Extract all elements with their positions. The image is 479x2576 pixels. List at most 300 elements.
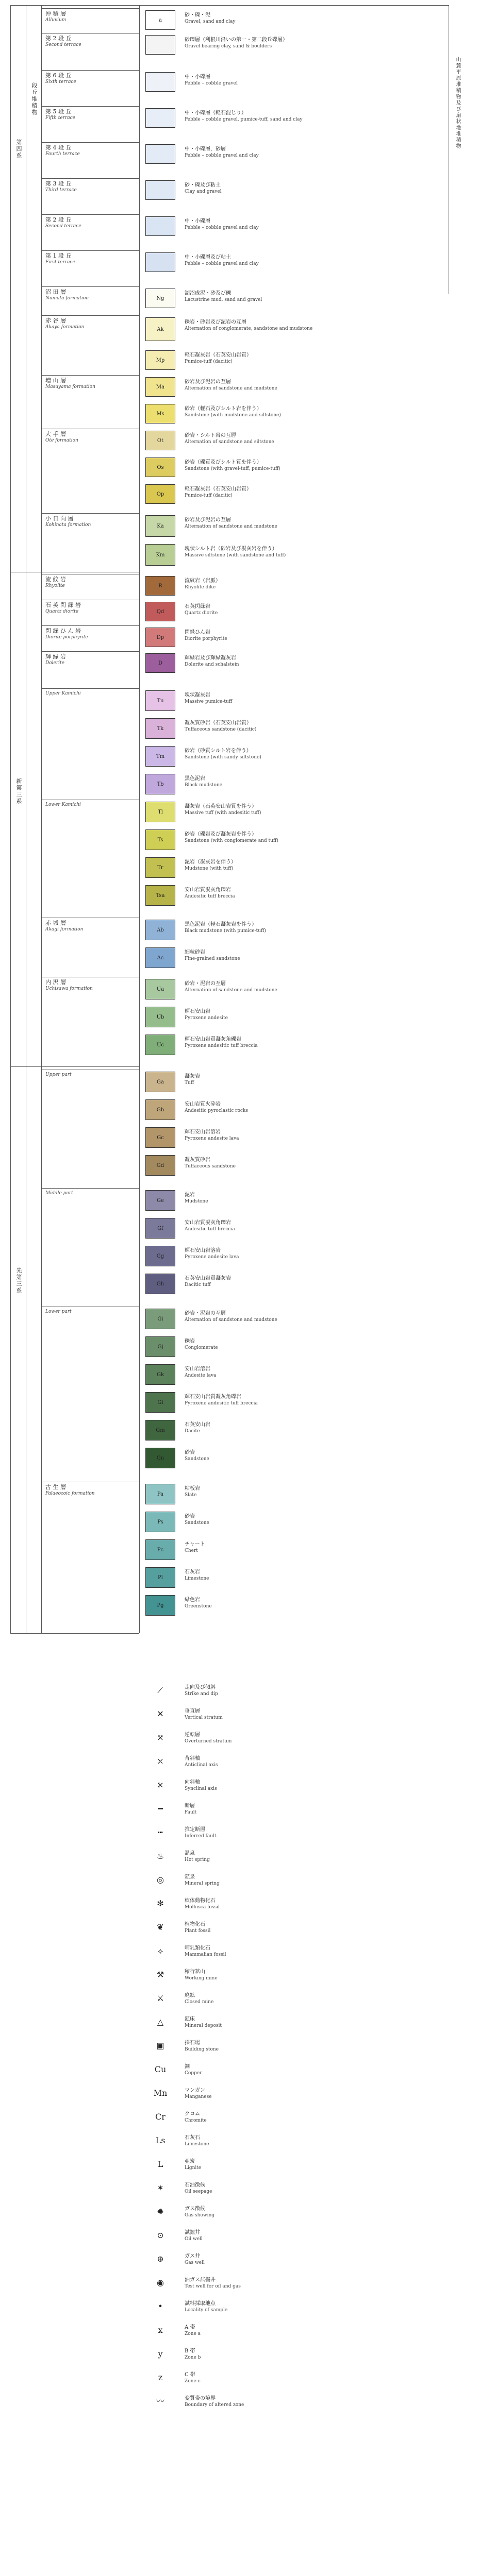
map-symbol-label — [185, 2111, 207, 2124]
unit-description — [185, 1129, 401, 1142]
unit-description — [185, 1450, 401, 1462]
map-symbol-jp: 石油徴候 — [185, 2182, 205, 2188]
unit-name-jp: 第 6 段 丘 — [45, 72, 72, 79]
unit-description — [185, 578, 401, 590]
unit-desc-jp: 凝灰質砂岩（石英安山岩質） — [185, 720, 252, 726]
unit-swatch: Tb — [145, 774, 175, 794]
unit-description — [185, 1009, 401, 1021]
unit-name-jp: 大 手 層 — [45, 431, 66, 437]
map-symbol-jp: 背斜軸 — [185, 1756, 200, 1761]
unit-name-jp: 沖 積 層 — [45, 10, 66, 17]
unit-swatch: Gb — [145, 1099, 175, 1120]
map-symbol-icon: ✕ — [157, 1709, 164, 1719]
unit-desc-jp: 安山岩溶岩 — [185, 1366, 210, 1372]
unit-desc-en: Tuffaceous sandstone (dacitic) — [185, 727, 257, 732]
unit-desc-jp: 砂岩 — [185, 1514, 195, 1519]
unit-desc-jp: 礫岩 — [185, 1338, 195, 1344]
unit-separator — [41, 315, 139, 316]
unit-desc-en: Pebble – cobble gravel and clay — [185, 153, 259, 158]
unit-name — [45, 653, 136, 667]
unit-swatch: Tsa — [145, 885, 175, 906]
unit-name-jp: 古 生 層 — [45, 1484, 66, 1490]
unit-description — [185, 1394, 401, 1406]
unit-name-en: Second terrace — [45, 224, 81, 229]
unit-desc-jp: 安山岩質凝灰角礫岩 — [185, 1220, 231, 1226]
unit-desc-en: Dolerite and schalstein — [185, 662, 239, 667]
unit-swatch: Ua — [145, 979, 175, 999]
map-symbol-jp: 試掘井 — [185, 2230, 200, 2235]
unit-desc-jp: 砂岩（礫岩及び凝灰岩を伴う） — [185, 832, 257, 837]
unit-swatch: Tu — [145, 690, 175, 711]
unit-name — [45, 72, 136, 86]
map-symbol-jp: 鉱泉 — [185, 1874, 195, 1880]
unit-separator — [41, 8, 139, 9]
unit-swatch: Ka — [145, 515, 175, 537]
unit-description — [185, 255, 401, 267]
unit-desc-jp: 軽石凝灰岩（石英安山岩質） — [185, 486, 252, 492]
unit-name-jp: 輝 緑 岩 — [45, 653, 66, 660]
unit-name — [45, 1190, 136, 1197]
unit-swatch: Op — [145, 484, 175, 504]
unit-desc-jp: 泥岩 — [185, 1192, 195, 1198]
map-symbol-jp: 変質帯の境界 — [185, 2396, 216, 2401]
unit-description — [185, 146, 401, 159]
map-symbol-en: Lignite — [185, 2165, 202, 2171]
unit-swatch — [145, 108, 175, 128]
unit-swatch: Mp — [145, 350, 175, 370]
unit-description — [185, 1276, 401, 1288]
unit-desc-en: Gravel, sand and clay — [185, 19, 236, 24]
unit-desc-jp: 砂岩 — [185, 1450, 195, 1455]
map-symbol-en: Working mine — [185, 1976, 218, 1981]
map-symbol-label — [185, 1898, 220, 1910]
unit-desc-jp: 塊状シルト岩（砂岩及び凝灰岩を伴う） — [185, 546, 277, 552]
unit-desc-jp: 凝灰質砂岩 — [185, 1157, 210, 1163]
map-symbol-jp: 温泉 — [185, 1851, 195, 1856]
map-symbol-en: Chromite — [185, 2118, 207, 2123]
unit-desc-jp: 石英安山岩質凝灰岩 — [185, 1276, 231, 1281]
unit-name — [45, 108, 136, 122]
unit-description — [185, 460, 401, 472]
unit-description — [185, 1514, 401, 1526]
unit-name — [45, 920, 136, 933]
unit-swatch: Ng — [145, 289, 175, 308]
unit-desc-jp: 砂岩及び泥岩の互層 — [185, 517, 231, 523]
unit-desc-en: Pumice-tuff (dacitic) — [185, 493, 233, 498]
unit-desc-en: Tuffaceous sandstone — [185, 1164, 236, 1169]
map-symbol-label — [185, 1780, 217, 1792]
unit-name-jp: 第 5 段 丘 — [45, 108, 72, 115]
unit-desc-jp: 緑色岩 — [185, 1597, 200, 1603]
unit-description — [185, 546, 401, 558]
unit-desc-en: Tuff — [185, 1080, 194, 1086]
terrace-group-label: 段丘堆積物 — [31, 82, 38, 116]
unit-description — [185, 832, 401, 844]
unit-desc-en: Rhyolite dike — [185, 585, 216, 590]
map-symbol-jp: 採石場 — [185, 2040, 200, 2046]
map-symbol-en: Anticlinal axis — [185, 1762, 218, 1768]
unit-swatch: Uc — [145, 1035, 175, 1055]
unit-desc-en: Pyroxene andesitic tuff breccia — [185, 1043, 258, 1048]
map-symbol-label — [185, 1708, 223, 1721]
map-symbol-icon: ✻ — [157, 1899, 164, 1908]
map-symbol-en: Zone a — [185, 2331, 201, 2336]
unit-desc-en: Alternation of sandstone and mudstone — [185, 386, 277, 391]
map-symbol-en: Strike and dip — [185, 1691, 218, 1697]
unit-swatch — [145, 35, 175, 55]
unit-desc-en: Sandstone (with mudstone and siltstone) — [185, 413, 281, 418]
unit-desc-en: Massive pumice-tuff — [185, 699, 233, 704]
unit-desc-jp: 細粒砂岩 — [185, 950, 205, 955]
map-symbol-en: Hot spring — [185, 1857, 210, 1862]
unit-swatch: Tm — [145, 746, 175, 767]
unit-description — [185, 74, 401, 87]
unit-name-jp: 第 4 段 丘 — [45, 144, 72, 151]
unit-swatch: Dp — [145, 628, 175, 647]
unit-desc-en: Black mudstone (with pumice-tuff) — [185, 928, 267, 934]
map-symbol-jp: 哺乳類化石 — [185, 1945, 210, 1951]
unit-desc-en: Pebble – cobble gravel and clay — [185, 225, 259, 230]
unit-description — [185, 922, 401, 934]
unit-description — [185, 630, 401, 642]
map-symbol-icon: ⊙ — [157, 2230, 164, 2240]
unit-description — [185, 12, 401, 25]
map-symbol-jp: 逆転層 — [185, 1732, 200, 1738]
map-symbol-jp: 断層 — [185, 1803, 195, 1809]
frame-col-3 — [139, 5, 140, 1633]
map-symbol-label — [185, 2325, 201, 2337]
map-symbol-jp: 植物化石 — [185, 1922, 205, 1927]
map-symbol-icon: L — [157, 2159, 163, 2169]
unit-swatch: a — [145, 10, 175, 30]
unit-desc-en: Lacustrine mud, sand and gravel — [185, 297, 262, 302]
map-symbol-jp: 軟体動物化石 — [185, 1898, 216, 1904]
unit-name-jp: 第 1 段 丘 — [45, 252, 72, 259]
unit-description — [185, 1541, 401, 1554]
unit-desc-jp: 砂岩（軽石及びシルト岩を伴う） — [185, 406, 262, 412]
unit-description — [185, 1220, 401, 1232]
unit-description — [185, 182, 401, 195]
unit-desc-jp: 中・小礫層及び粘土 — [185, 255, 231, 260]
unit-name — [45, 289, 136, 302]
unit-desc-jp: 安山岩質火砕岩 — [185, 1101, 221, 1107]
unit-separator — [41, 513, 139, 514]
unit-desc-en: Quartz diorite — [185, 611, 218, 616]
unit-desc-jp: 輝石安山岩 — [185, 1009, 210, 1014]
map-symbol-label — [185, 2182, 212, 2195]
unit-name-en: Alluvium — [45, 18, 67, 23]
unit-name-en: Fifth terrace — [45, 115, 76, 121]
unit-name — [45, 317, 136, 331]
unit-desc-jp: 安山岩質凝灰角礫岩 — [185, 887, 231, 893]
map-symbol-en: Locality of sample — [185, 2308, 228, 2313]
unit-desc-jp: 砂岩・泥岩の互層 — [185, 1311, 226, 1316]
map-symbol-jp: 試料採取地点 — [185, 2301, 216, 2307]
map-symbol-jp: C 帯 — [185, 2372, 195, 2378]
unit-desc-en: Massive tuff (with andesitic tuff) — [185, 810, 261, 816]
unit-description — [185, 110, 401, 123]
map-symbol-en: Closed mine — [185, 1999, 214, 2005]
map-symbol-icon: ⚒ — [156, 1970, 164, 1979]
map-symbol-label — [185, 1732, 232, 1744]
unit-name-jp: 内 沢 層 — [45, 979, 66, 986]
map-symbol-jp: 稼行鉱山 — [185, 1969, 205, 1975]
unit-desc-en: Pebble – cobble gravel, pumice-tuff, sand and clay — [185, 117, 303, 122]
unit-desc-jp: 砂岩（礫質及びシルト質を伴う） — [185, 460, 262, 465]
map-symbol-icon: ◎ — [157, 1875, 164, 1885]
map-symbol-jp: ガス徴候 — [185, 2206, 205, 2212]
unit-swatch: Ma — [145, 377, 175, 397]
unit-desc-en: Andesite lava — [185, 1373, 217, 1378]
unit-name-en: Sixth terrace — [45, 79, 76, 84]
map-symbol-en: Oil seepage — [185, 2189, 212, 2194]
right-note: 山麓平原堆積物及び扇状地堆積物 — [455, 57, 460, 149]
unit-swatch: Tk — [145, 718, 175, 739]
unit-swatch: Km — [145, 544, 175, 566]
unit-name-jp: 沼 田 層 — [45, 289, 66, 295]
unit-name-en: Lower Kamichi — [45, 802, 81, 807]
unit-description — [185, 1311, 401, 1323]
unit-swatch: Ac — [145, 947, 175, 968]
unit-desc-jp: チャート — [185, 1541, 205, 1547]
unit-desc-en: Massive siltstone (with sandstone and tuff) — [185, 553, 286, 558]
unit-description — [185, 776, 401, 788]
unit-name — [45, 180, 136, 194]
map-symbol-label — [185, 2016, 222, 2029]
map-symbol-label — [185, 2253, 205, 2266]
unit-separator — [41, 106, 139, 107]
unit-desc-jp: 塊状凝灰岩 — [185, 692, 210, 698]
unit-separator — [41, 142, 139, 143]
unit-desc-en: Sandstone (with conglomerate and tuff) — [185, 838, 278, 843]
unit-name — [45, 602, 136, 615]
unit-separator — [41, 651, 139, 652]
map-symbol-label — [185, 1756, 218, 1768]
map-symbol-label — [185, 1922, 210, 1934]
map-symbol-label — [185, 2064, 202, 2076]
map-symbol-en: Fault — [185, 1810, 197, 1815]
unit-swatch: Gf — [145, 1218, 175, 1239]
unit-name-en: Dolerite — [45, 660, 64, 666]
unit-desc-jp: 泥岩（凝灰岩を伴う） — [185, 859, 236, 865]
unit-name-en: Akagi formation — [45, 927, 84, 932]
unit-name — [45, 628, 136, 641]
map-symbol-en: Mammalian fossil — [185, 1952, 226, 1957]
unit-swatch: Pc — [145, 1539, 175, 1560]
map-symbol-label — [185, 2348, 201, 2361]
unit-description — [185, 1101, 401, 1114]
map-symbol-en: Synclinal axis — [185, 1786, 217, 1791]
unit-name-en: Middle part — [45, 1191, 73, 1196]
map-symbol-icon: z — [158, 2372, 163, 2382]
unit-desc-jp: 礫岩・砂岩及び泥岩の互層 — [185, 319, 246, 325]
unit-description — [185, 1422, 401, 1434]
unit-name — [45, 1484, 136, 1497]
unit-desc-en: Chert — [185, 1548, 198, 1553]
unit-name — [45, 690, 136, 697]
unit-name — [45, 576, 136, 589]
unit-desc-en: Dacite — [185, 1429, 200, 1434]
unit-name — [45, 252, 136, 266]
unit-desc-jp: 湖沼成泥・砂及び礫 — [185, 291, 231, 296]
unit-desc-en: Sandstone — [185, 1520, 209, 1526]
unit-name-jp: 石 英 閃 緑 岩 — [45, 602, 81, 608]
map-symbol-en: Copper — [185, 2071, 202, 2076]
unit-description — [185, 859, 401, 872]
map-symbol-icon: ⟡ — [157, 1946, 163, 1956]
map-symbol-label — [185, 1803, 196, 1816]
unit-name-en: Upper part — [45, 1072, 72, 1077]
map-symbol-en: Inferred fault — [185, 1834, 217, 1839]
unit-name-en: Third terrace — [45, 188, 77, 193]
unit-name — [45, 979, 136, 992]
unit-swatch — [145, 216, 175, 236]
unit-desc-en: Mudstone (with tuff) — [185, 866, 234, 871]
unit-name-en: Second terrace — [45, 42, 81, 47]
unit-desc-en: Pumice-tuff (dacitic) — [185, 359, 233, 364]
unit-description — [185, 517, 401, 530]
unit-separator — [41, 625, 139, 626]
unit-desc-en: Pebble – cobble gravel and clay — [185, 261, 259, 266]
unit-swatch: Os — [145, 457, 175, 477]
unit-swatch: Gc — [145, 1127, 175, 1148]
unit-name — [45, 144, 136, 158]
unit-desc-en: Andesitic tuff breccia — [185, 894, 235, 899]
unit-swatch: Gi — [145, 1309, 175, 1329]
unit-desc-jp: 流紋岩（岩脈） — [185, 578, 221, 584]
map-symbol-en: Building stone — [185, 2047, 219, 2052]
unit-desc-en: Limestone — [185, 1576, 209, 1581]
map-symbol-en: Gas showing — [185, 2213, 215, 2218]
map-symbol-jp: 廃鉱 — [185, 1993, 195, 1998]
unit-desc-en: Slate — [185, 1493, 197, 1498]
unit-swatch — [145, 180, 175, 200]
unit-desc-en: Andesitic tuff breccia — [185, 1227, 235, 1232]
unit-description — [185, 655, 401, 668]
map-symbol-icon: 〰 — [156, 2396, 164, 2406]
unit-name-jp: 第 2 段 丘 — [45, 216, 72, 223]
unit-desc-jp: 輝石安山岩質凝灰角礫岩 — [185, 1037, 241, 1042]
unit-swatch: Gn — [145, 1448, 175, 1468]
unit-name-jp: 第 2 段 丘 — [45, 35, 72, 42]
unit-name — [45, 802, 136, 808]
unit-separator — [41, 70, 139, 71]
unit-name-en: Ote formation — [45, 438, 78, 443]
unit-description — [185, 887, 401, 900]
map-symbol-en: Vertical stratum — [185, 1715, 223, 1720]
map-symbol-en: Plant fossil — [185, 1928, 211, 1934]
legend-page — [10, 5, 469, 2576]
map-symbol-icon: Cu — [154, 2064, 167, 2074]
unit-desc-jp: 中・小礫層 — [185, 218, 210, 224]
unit-name — [45, 377, 136, 391]
map-symbol-icon: ━ — [158, 1804, 163, 1814]
map-symbol-icon: ⟋ — [157, 1685, 163, 1695]
unit-description — [185, 950, 401, 962]
unit-name-jp: 小 日 向 層 — [45, 515, 74, 522]
map-symbol-label — [185, 2040, 219, 2053]
unit-desc-jp: 石英閃緑岩 — [185, 604, 210, 609]
unit-desc-jp: 石灰岩 — [185, 1569, 200, 1575]
unit-swatch: Qd — [145, 602, 175, 621]
map-symbol-icon: • — [158, 2301, 163, 2311]
map-symbol-label — [185, 2230, 203, 2242]
unit-name-en: Rhyolite — [45, 583, 65, 588]
unit-desc-en: Mudstone — [185, 1199, 208, 1204]
unit-desc-jp: 閃緑ひん岩 — [185, 630, 210, 635]
map-symbol-icon: ⊕ — [157, 2254, 164, 2264]
unit-swatch: R — [145, 576, 175, 596]
map-symbol-icon: ✶ — [157, 2183, 164, 2193]
unit-separator — [41, 375, 139, 376]
unit-desc-jp: 砂岩・シルト岩の互層 — [185, 433, 236, 438]
unit-name-en: Diorite porphyrite — [45, 635, 88, 640]
unit-swatch: D — [145, 653, 175, 673]
map-symbol-en: Boundary of altered zone — [185, 2402, 244, 2408]
unit-swatch: Ps — [145, 1512, 175, 1532]
map-symbol-jp: 銅 — [185, 2064, 190, 2070]
map-symbol-icon: △ — [157, 2017, 164, 2027]
map-symbol-en: Zone c — [185, 2379, 201, 2384]
unit-desc-en: Pyroxene andesitic tuff breccia — [185, 1401, 258, 1406]
unit-name-en: Kohinata formation — [45, 522, 91, 528]
map-symbol-label — [185, 2088, 212, 2100]
unit-name — [45, 515, 136, 529]
unit-desc-jp: 黒色泥岩（軽石凝灰岩を伴う） — [185, 922, 257, 927]
map-symbol-icon: ⚔ — [156, 1993, 164, 2003]
unit-swatch: Ts — [145, 829, 175, 850]
unit-swatch: Gj — [145, 1336, 175, 1357]
unit-desc-jp: 砂礫層（利根川沿いの第一・第二段丘礫層） — [185, 37, 288, 43]
map-symbol-label — [185, 2159, 201, 2171]
unit-name-en: Numata formation — [45, 296, 89, 301]
unit-description — [185, 433, 401, 445]
map-symbol-jp: クロム — [185, 2111, 200, 2117]
unit-desc-en: Gravel bearing clay, sand & boulders — [185, 44, 272, 49]
unit-desc-jp: 砂・礫・泥 — [185, 12, 210, 18]
unit-name-jp: 閃 緑 ひ ん 岩 — [45, 628, 81, 634]
unit-description — [185, 1366, 401, 1379]
unit-desc-en: Pebble – cobble gravel — [185, 81, 238, 86]
map-symbol-icon: Mn — [153, 2088, 168, 2098]
unit-swatch: Pg — [145, 1595, 175, 1616]
unit-name-en: Upper Kamichi — [45, 691, 81, 696]
unit-desc-jp: 輝石安山岩質凝灰角礫岩 — [185, 1394, 241, 1400]
unit-description — [185, 486, 401, 499]
unit-desc-jp: 石英安山岩 — [185, 1422, 210, 1428]
unit-swatch — [145, 72, 175, 92]
map-symbol-label — [185, 2396, 244, 2408]
unit-separator — [41, 1188, 139, 1189]
map-symbol-label — [185, 1851, 210, 1863]
map-symbol-jp: ガス井 — [185, 2253, 200, 2259]
unit-description — [185, 1192, 401, 1205]
map-symbol-en: Test well for oil and gas — [185, 2284, 241, 2289]
unit-swatch: Ub — [145, 1007, 175, 1027]
map-symbol-icon: ⤧ — [157, 1733, 164, 1742]
map-symbol-label — [185, 2372, 201, 2384]
map-symbol-jp: 亜炭 — [185, 2159, 195, 2164]
map-symbol-jp: 向斜軸 — [185, 1780, 200, 1785]
unit-description — [185, 692, 401, 705]
unit-swatch: Tr — [145, 857, 175, 878]
frame-left — [10, 5, 11, 1633]
map-symbol-label — [185, 1993, 213, 2005]
unit-separator — [41, 214, 139, 215]
unit-separator — [41, 178, 139, 179]
map-symbol-icon: ❦ — [157, 1922, 164, 1932]
unit-desc-jp: 砂岩（砂質シルト岩を伴う） — [185, 748, 252, 754]
